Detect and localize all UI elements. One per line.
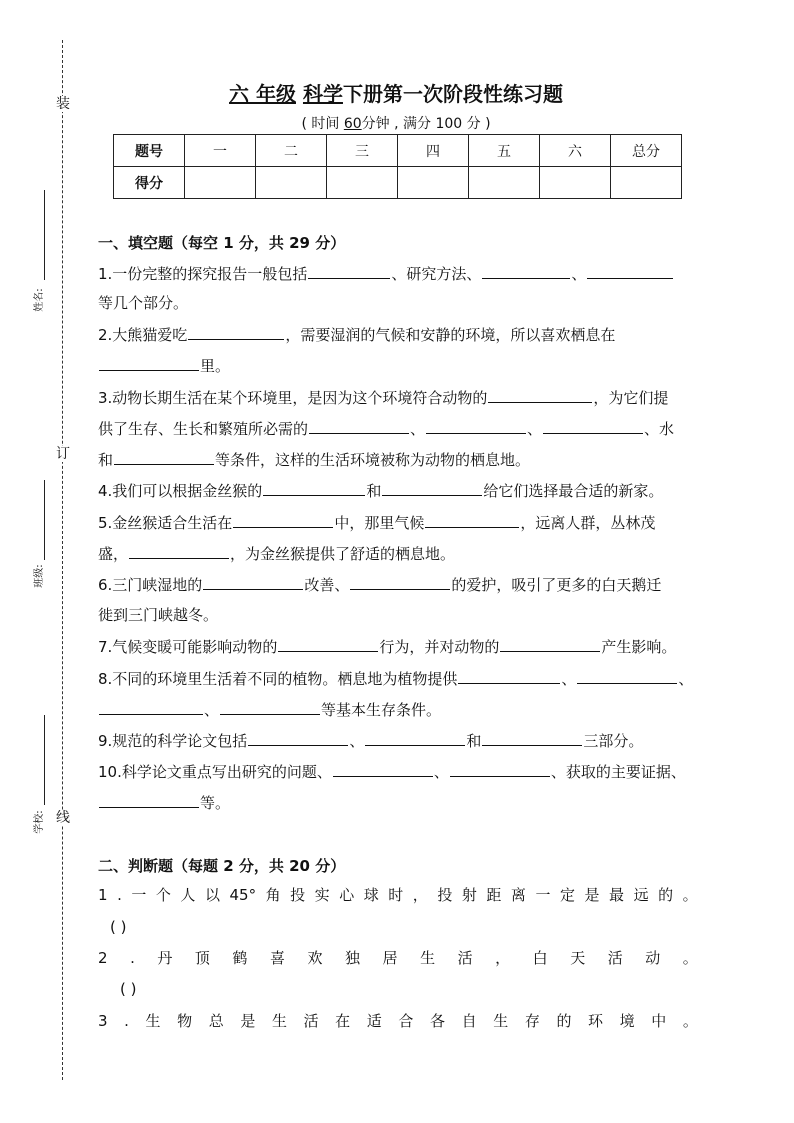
score-header-cell: 四: [398, 135, 469, 167]
binding-char-ding: 订: [56, 446, 70, 462]
page-title: [96, 78, 696, 107]
judgment-char: 远: [633, 886, 649, 904]
school-field-line: [44, 715, 45, 805]
judgment-char: 丹: [157, 949, 173, 967]
question-5-line-1: [98, 512, 698, 534]
answer-blank[interactable]: [99, 792, 199, 808]
class-field-line: [44, 480, 45, 560]
judgment-char: .: [124, 1012, 129, 1030]
judgment-char: 的: [556, 1012, 572, 1030]
judgment-char: 离: [510, 886, 526, 904]
answer-blank[interactable]: [450, 761, 550, 777]
judgment-char: 生: [145, 1012, 161, 1030]
q-text: 、: [410, 420, 426, 438]
judgment-char: 3: [98, 1012, 108, 1030]
question-3-line-3: [98, 449, 698, 471]
judgment-char: ，: [412, 886, 428, 904]
judgment-char: 适: [366, 1012, 382, 1030]
question-3-line-2: [98, 418, 698, 440]
judgment-char: 2: [98, 949, 108, 967]
q-text: 、: [349, 732, 365, 750]
judgment-char: 喜: [269, 949, 285, 967]
judgment-char: 活: [607, 949, 623, 967]
score-header-cell: 五: [469, 135, 540, 167]
binding-dashed-line: [62, 40, 63, 1080]
judgment-char: 1: [98, 886, 108, 904]
score-header-cell: 六: [540, 135, 611, 167]
question-8-line-2: [98, 699, 698, 721]
answer-blank[interactable]: [425, 512, 519, 528]
answer-blank[interactable]: [587, 263, 673, 279]
section-1-heading: 一、填空题（每空 1 分，共 29 分）: [98, 234, 346, 252]
answer-blank[interactable]: [426, 418, 526, 434]
score-header-cell: 一: [185, 135, 256, 167]
answer-blank[interactable]: [233, 512, 333, 528]
question-6-line-1: [98, 574, 698, 596]
q-text: 2.大熊猫爱吃: [98, 326, 188, 344]
answer-blank[interactable]: [248, 730, 348, 746]
name-field-line: [44, 190, 45, 280]
judgment-char: ，: [495, 949, 511, 967]
q-text: ，需要湿润的气候和安静的环境，所以喜欢栖息在: [285, 326, 616, 344]
q-text: 等。: [200, 794, 231, 812]
judgment-char: 合: [398, 1012, 414, 1030]
q-text: 等几个部分。: [98, 294, 189, 312]
page-subtitle: [96, 113, 696, 133]
q-text: 6.三门峡湿地的: [98, 576, 203, 594]
judgment-char: 生: [493, 1012, 509, 1030]
q-text: ，为金丝猴提供了舒适的栖息地。: [230, 545, 456, 563]
answer-parentheses[interactable]: ( ): [120, 980, 137, 998]
judgment-char: .: [130, 949, 135, 967]
judgment-char: 定: [559, 886, 575, 904]
judgment-char: 。: [682, 949, 698, 967]
answer-blank[interactable]: [203, 574, 303, 590]
q-text: 和: [366, 482, 382, 500]
judgment-char: 。: [682, 886, 698, 904]
score-header-cell: 二: [256, 135, 327, 167]
q-text: 等基本生存条件。: [321, 701, 442, 719]
answer-blank[interactable]: [308, 263, 390, 279]
judgment-char: 生: [420, 949, 436, 967]
judgment-char: 欢: [307, 949, 323, 967]
q-text: 行为，并对动物的: [379, 638, 500, 656]
judgment-char: .: [117, 886, 122, 904]
subtitle-minutes: 60: [343, 116, 362, 132]
q-text: 、: [571, 265, 587, 283]
answer-blank[interactable]: [188, 324, 284, 340]
score-cell: [540, 167, 611, 199]
score-cell: [256, 167, 327, 199]
question-10-line-2: [98, 792, 698, 814]
answer-blank[interactable]: [382, 480, 482, 496]
question-10-line-1: [98, 761, 698, 783]
q-text: 、水: [644, 420, 675, 438]
subtitle-prefix: ( 时间: [301, 116, 340, 132]
q-text: 里。: [200, 357, 231, 375]
section-2-heading: 二、判断题（每题 2 分，共 20 分）: [98, 857, 346, 875]
judgment-char: 投: [290, 886, 306, 904]
score-header-cell: 题号: [114, 135, 185, 167]
judgment-char: 境: [619, 1012, 635, 1030]
binding-margin: [0, 0, 90, 1123]
score-table-header-row: [114, 135, 682, 167]
judgment-char: 时: [388, 886, 404, 904]
answer-blank[interactable]: [482, 263, 570, 279]
q-text: 盛，: [98, 545, 129, 563]
judgment-char: 一: [131, 886, 147, 904]
answer-blank[interactable]: [350, 574, 450, 590]
score-row-label: 得分: [114, 167, 185, 199]
answer-blank[interactable]: [99, 355, 199, 371]
judgment-1-line-1: [98, 885, 698, 907]
judgment-char: 自: [461, 1012, 477, 1030]
judgment-char: 白: [532, 949, 548, 967]
answer-blank[interactable]: [577, 668, 677, 684]
judgment-char: 距: [486, 886, 502, 904]
answer-blank[interactable]: [458, 668, 560, 684]
q-text: 三部分。: [583, 732, 644, 750]
judgment-char: 顶: [194, 949, 210, 967]
score-cell: [611, 167, 682, 199]
judgment-char: 以: [204, 886, 220, 904]
judgment-1-line-2: [110, 917, 710, 939]
score-header-cell: 三: [327, 135, 398, 167]
answer-blank[interactable]: [129, 543, 229, 559]
score-cell: [327, 167, 398, 199]
judgment-char: 鹤: [232, 949, 248, 967]
judgment-char: 各: [430, 1012, 446, 1030]
question-6-line-2: [98, 605, 698, 627]
judgment-char: 总: [208, 1012, 224, 1030]
q-text: 1.一份完整的探究报告一般包括: [98, 265, 308, 283]
q-text: 3.动物长期生活在某个环境里，是因为这个环境符合动物的: [98, 389, 488, 407]
judgment-char: 物: [177, 1012, 193, 1030]
judgment-char: 动: [645, 949, 661, 967]
judgment-char: 角: [265, 886, 281, 904]
answer-blank[interactable]: [500, 636, 600, 652]
answer-blank[interactable]: [278, 636, 378, 652]
answer-blank[interactable]: [263, 480, 365, 496]
judgment-char: 天: [570, 949, 586, 967]
score-table-score-row: [114, 167, 682, 199]
q-text: 供了生存、生长和繁殖所必需的: [98, 420, 309, 438]
q-text: 产生影响。: [601, 638, 677, 656]
answer-blank[interactable]: [114, 449, 214, 465]
judgment-char: 45°: [229, 886, 257, 904]
question-9-line-1: [98, 730, 698, 752]
q-text: 、研究方法、: [391, 265, 482, 283]
question-2-line-2: [98, 355, 698, 377]
answer-blank[interactable]: [488, 387, 592, 403]
subtitle-suffix: 分钟 , 满分 100 分 ): [361, 116, 491, 132]
judgment-char: 射: [461, 886, 477, 904]
judgment-char: 环: [588, 1012, 604, 1030]
judgment-2-line-2: [120, 979, 720, 1001]
answer-blank[interactable]: [482, 730, 582, 746]
judgment-char: 个: [155, 886, 171, 904]
question-3-line-1: [98, 387, 698, 409]
judgment-char: 是: [240, 1012, 256, 1030]
question-2-line-1: [98, 324, 698, 346]
judgment-char: 是: [584, 886, 600, 904]
q-text: 的爱护，吸引了更多的白天鹅迁: [451, 576, 662, 594]
q-text: 、: [527, 420, 543, 438]
q-text: 10.科学论文重点写出研究的问题、: [98, 763, 332, 781]
score-cell: [398, 167, 469, 199]
judgment-char: 球: [363, 886, 379, 904]
q-text: 和: [98, 451, 114, 469]
title-grade: 六 年级: [229, 82, 296, 106]
question-4-line-1: [98, 480, 698, 502]
question-5-line-2: [98, 543, 698, 565]
score-cell: [469, 167, 540, 199]
judgment-char: 独: [345, 949, 361, 967]
title-subject: 科学: [302, 82, 343, 106]
judgment-char: 在: [335, 1012, 351, 1030]
judgment-char: 居: [382, 949, 398, 967]
answer-blank[interactable]: [365, 730, 465, 746]
school-field-label: 学校:: [34, 810, 45, 834]
score-table: [113, 134, 682, 199]
q-text: 5.金丝猴适合生活在: [98, 514, 233, 532]
answer-blank[interactable]: [543, 418, 643, 434]
q-text: 和: [466, 732, 482, 750]
q-text: 、: [678, 670, 694, 688]
judgment-char: 人: [180, 886, 196, 904]
answer-blank[interactable]: [333, 761, 433, 777]
q-text: 4.我们可以根据金丝猴的: [98, 482, 263, 500]
binding-char-zhuang: 装: [56, 96, 70, 112]
score-header-cell: 总分: [611, 135, 682, 167]
judgment-char: 活: [457, 949, 473, 967]
q-text: 、: [433, 763, 449, 781]
judgment-char: 。: [682, 1012, 698, 1030]
q-text: 8.不同的环境里生活着不同的植物。栖息地为植物提供: [98, 670, 458, 688]
judgment-char: 存: [524, 1012, 540, 1030]
score-cell: [185, 167, 256, 199]
question-7-line-1: [98, 636, 698, 658]
judgment-char: 的: [658, 886, 674, 904]
name-field-label: 姓名:: [34, 288, 45, 312]
q-text: ，为它们提: [593, 389, 669, 407]
judgment-3-line-1: [98, 1011, 698, 1033]
judgment-char: 实: [314, 886, 330, 904]
class-field-label: 班级:: [34, 564, 45, 588]
question-1-line-1: [98, 263, 698, 285]
q-text: 、获取的主要证据、: [550, 763, 686, 781]
judgment-char: 投: [437, 886, 453, 904]
q-text: 中，那里气候: [334, 514, 425, 532]
q-text: 等条件，这样的生活环境被称为动物的栖息地。: [215, 451, 531, 469]
question-8-line-1: [98, 668, 698, 690]
judgment-char: 生: [271, 1012, 287, 1030]
judgment-char: 心: [339, 886, 355, 904]
q-text: 给它们选择最合适的新家。: [483, 482, 664, 500]
q-text: ，远离人群，丛林茂: [520, 514, 656, 532]
answer-blank[interactable]: [220, 699, 320, 715]
answer-blank[interactable]: [99, 699, 203, 715]
q-text: 、: [204, 701, 220, 719]
judgment-char: 中: [651, 1012, 667, 1030]
q-text: 徙到三门峡越冬。: [98, 606, 219, 624]
q-text: 9.规范的科学论文包括: [98, 732, 248, 750]
question-1-line-2: [98, 293, 698, 315]
binding-char-xian: 线: [56, 810, 70, 826]
answer-blank[interactable]: [309, 418, 409, 434]
answer-parentheses[interactable]: ( ): [110, 918, 127, 936]
q-text: 7.气候变暖可能影响动物的: [98, 638, 278, 656]
judgment-char: 活: [303, 1012, 319, 1030]
judgment-char: 最: [609, 886, 625, 904]
q-text: 、: [561, 670, 577, 688]
q-text: 改善、: [304, 576, 350, 594]
judgment-char: 一: [535, 886, 551, 904]
title-rest: 下册第一次阶段性练习题: [342, 82, 563, 106]
judgment-2-line-1: [98, 948, 698, 970]
